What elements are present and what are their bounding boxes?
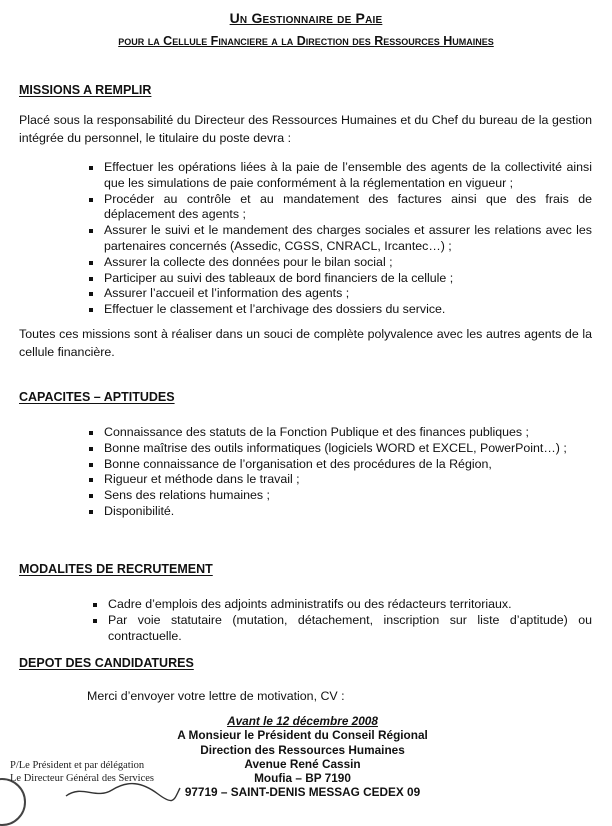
missions-list <box>89 160 592 318</box>
address-line: Moufia – BP 7190 <box>254 771 351 786</box>
list-item <box>89 457 592 473</box>
list-item <box>93 597 592 613</box>
bullet-icon <box>89 292 93 296</box>
list-item-text: Assurer le suivi et le mandement des charges sociales et assurer les relations avec les partenaires concernés (Assedic, CGSS, CNRACL, Ircantec…) ; <box>104 223 592 253</box>
bullet-icon <box>89 510 93 514</box>
depot-heading: DEPOT DES CANDIDATURES <box>19 656 194 670</box>
address-line: A Monsieur le Président du Conseil Régional <box>177 728 428 743</box>
list-item <box>89 504 592 520</box>
bullet-icon <box>93 603 97 607</box>
list-item <box>89 192 592 224</box>
list-item-text: Cadre d’emplois des adjoints administratifs ou des rédacteurs territoriaux. <box>108 597 512 611</box>
deadline-date: Avant le 12 décembre 2008 <box>227 714 378 728</box>
list-item <box>89 425 592 441</box>
missions-conclusion: Toutes ces missions sont à réaliser dans un souci de complète polyvalence avec les autres agents de la cellule financière. <box>19 327 592 359</box>
missions-heading: MISSIONS A REMPLIR <box>19 83 152 97</box>
list-item-text: Connaissance des statuts de la Fonction Publique et des finances publiques ; <box>104 425 529 439</box>
list-item <box>89 255 592 271</box>
bullet-icon <box>89 229 93 233</box>
page-subtitle: pour la Cellule Financiere a la Direction des Ressources Humaines <box>118 34 494 48</box>
list-item <box>89 160 592 192</box>
list-item-text: Assurer la collecte des données pour le bilan social ; <box>104 254 393 269</box>
bullet-icon <box>89 463 93 467</box>
bullet-icon <box>93 619 97 623</box>
bullet-icon <box>89 277 93 281</box>
list-item-text: Bonne maîtrise des outils informatiques (logiciels WORD et EXCEL, PowerPoint…) ; <box>104 440 567 455</box>
bullet-icon <box>89 478 93 482</box>
list-item-text: Par voie statutaire (mutation, détachement, inscription sur liste d’aptitude) ou contractuelle. <box>108 612 592 643</box>
bullet-icon <box>89 166 93 170</box>
bullet-icon <box>89 198 93 202</box>
list-item <box>89 286 592 302</box>
list-item-text: Bonne connaissance de l’organisation et des procédures de la Région, <box>104 456 492 471</box>
list-item <box>93 613 592 645</box>
bullet-icon <box>89 431 93 435</box>
bullet-icon <box>89 308 93 312</box>
list-item-text: Disponibilité. <box>104 503 175 518</box>
list-item-text: Effectuer les opérations liées à la paie de l’ensemble des agents de la collectivité ainsi que les simulations de paie conformément à la réglementation en vigueur ; <box>104 160 592 190</box>
page-title: Un Gestionnaire de Paie <box>229 10 383 26</box>
signature-line: P/Le Président et par délégation <box>10 760 145 771</box>
list-item-text: Effectuer le classement et l’archivage des dossiers du service. <box>104 302 446 317</box>
capacites-heading: CAPACITES – APTITUDES <box>19 390 175 404</box>
list-item-text: Sens des relations humaines ; <box>104 488 270 503</box>
list-item-text: Procéder au contrôle et au mandatement des factures ainsi que des frais de déplacement des agents ; <box>104 191 592 222</box>
list-item <box>89 488 592 504</box>
address-line: Direction des Ressources Humaines <box>200 742 405 757</box>
bullet-icon <box>89 447 93 451</box>
capacites-list <box>89 425 592 520</box>
modalites-heading: MODALITES DE RECRUTEMENT <box>19 562 213 576</box>
address-line: 97719 – SAINT-DENIS MESSAG CEDEX 09 <box>184 785 421 800</box>
bullet-icon <box>89 261 93 265</box>
list-item <box>89 441 592 457</box>
application-request: Merci d’envoyer votre lettre de motivation, CV : <box>87 689 345 703</box>
list-item-text: Assurer l’accueil et l’information des agents ; <box>104 286 350 301</box>
bullet-icon <box>89 494 93 498</box>
handwritten-signature-icon <box>62 778 182 802</box>
list-item <box>89 472 592 488</box>
list-item <box>89 271 592 287</box>
modalites-list <box>93 597 592 644</box>
list-item-text: Participer au suivi des tableaux de bord financiers de la cellule ; <box>104 270 454 285</box>
official-stamp-icon <box>0 778 26 826</box>
list-item <box>89 302 592 318</box>
signature-line: Le Directeur Général des Services <box>10 772 155 784</box>
list-item <box>89 223 592 255</box>
address-line: Avenue René Cassin <box>244 756 361 771</box>
list-item-text: Rigueur et méthode dans le travail ; <box>104 472 300 487</box>
missions-intro: Placé sous la responsabilité du Directeur des Ressources Humaines et du Chef du bureau de la gestion intégrée du personnel, le titulaire du poste devra : <box>19 113 592 145</box>
